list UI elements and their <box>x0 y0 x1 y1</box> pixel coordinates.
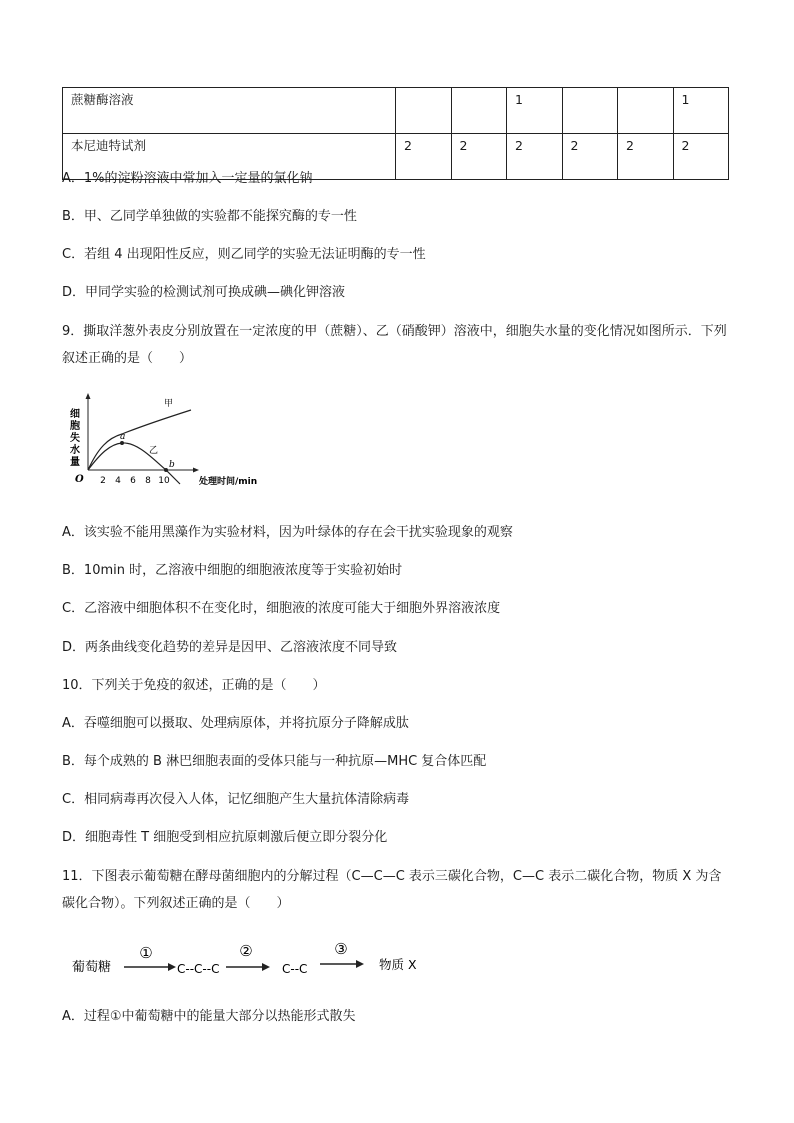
q8-option-d: D．甲同学实验的检测试剂可换成碘—碘化钾溶液 <box>62 285 346 300</box>
y-axis-label-char: 胞 <box>70 421 80 432</box>
y-axis-arrow <box>86 393 91 399</box>
step-2-label: ② <box>239 942 253 960</box>
q11-option-a: A．过程①中葡萄糖中的能量大部分以热能形式散失 <box>62 1009 356 1024</box>
water-loss-graph <box>66 392 276 492</box>
y-axis-label-char: 失 <box>70 433 80 444</box>
q10-option-a: A．吞噬细胞可以摄取、处理病原体，并将抗原分子降解成肽 <box>62 716 409 731</box>
x-tick-label: 6 <box>130 476 136 486</box>
q9-stem: 9．撕取洋葱外表皮分别放置在一定浓度的甲（蔗糖）、乙（硝酸钾）溶液中，细胞失水量的变化情况如图所示．下列叙述正确的是（ ） <box>62 324 727 366</box>
x-axis-arrow <box>193 468 199 473</box>
table-cell <box>618 88 674 134</box>
table-cell: 2 <box>618 134 674 180</box>
x-ticks <box>100 476 170 486</box>
q9-option-b: B．10min 时，乙溶液中细胞的细胞液浓度等于实验初始时 <box>62 563 403 578</box>
x-tick-label: 2 <box>100 476 106 486</box>
table-cell <box>562 88 618 134</box>
glucose-pathway-diagram <box>66 940 446 980</box>
q9-option-d: D．两条曲线变化趋势的差异是因甲、乙溶液浓度不同导致 <box>62 640 398 655</box>
q8-option-a: A．1%的淀粉溶液中常加入一定量的氯化钠 <box>62 171 313 186</box>
q8-option-c: C．若组 4 出现阳性反应，则乙同学的实验无法证明酶的专一性 <box>62 247 426 262</box>
row-label: 蔗糖酶溶液 <box>63 88 396 134</box>
table-cell: 2 <box>396 134 452 180</box>
flow-start-label: 葡萄糖 <box>72 960 112 975</box>
table-cell: 2 <box>507 134 563 180</box>
x-tick-label: 10 <box>158 476 170 486</box>
q10-option-b: B．每个成熟的 B 淋巴细胞表面的受体只能与一种抗原—MHC 复合体匹配 <box>62 754 487 769</box>
q10-option-d: D．细胞毒性 T 细胞受到相应抗原刺激后便立即分裂分化 <box>62 830 388 845</box>
y-axis-label-char: 量 <box>70 457 80 468</box>
q9-option-c: C．乙溶液中细胞体积不在变化时，细胞液的浓度可能大于细胞外界溶液浓度 <box>62 601 501 616</box>
arrow-1-head <box>168 963 176 971</box>
table-cell: 2 <box>562 134 618 180</box>
flow-mid1-label: C--C--C <box>177 962 220 976</box>
reagent-table <box>62 87 729 180</box>
curve-yi-label: 乙 <box>149 446 159 456</box>
table-cell: 1 <box>673 88 729 134</box>
step-3-label: ③ <box>334 940 348 958</box>
x-tick-label: 8 <box>145 476 151 486</box>
table-cell: 2 <box>673 134 729 180</box>
table-row <box>63 88 729 134</box>
table-cell <box>396 88 452 134</box>
flow-end-label: 物质 X <box>379 957 417 972</box>
q10-option-c: C．相同病毒再次侵入人体，记忆细胞产生大量抗体清除病毒 <box>62 792 410 807</box>
step-1-label: ① <box>139 944 153 962</box>
q8-option-b: B．甲、乙同学单独做的实验都不能探究酶的专一性 <box>62 209 357 224</box>
point-a-label: a <box>120 432 126 442</box>
table-cell: 1 <box>507 88 563 134</box>
q10-stem: 10．下列关于免疫的叙述，正确的是（ ） <box>62 678 326 693</box>
origin-label: O <box>75 474 84 485</box>
arrow-3-head <box>356 960 364 968</box>
x-tick-label: 4 <box>115 476 121 486</box>
flow-mid2-label: C--C <box>282 962 308 976</box>
x-axis-label: 处理时间/min <box>199 477 258 487</box>
table-cell: 2 <box>451 134 507 180</box>
curve-jia <box>88 410 191 470</box>
q9-option-a: A．该实验不能用黑藻作为实验材料，因为叶绿体的存在会干扰实验现象的观察 <box>62 525 513 540</box>
row-label: 本尼迪特试剂 <box>63 134 396 180</box>
curve-jia-label: 甲 <box>164 399 174 409</box>
q11-stem: 11．下图表示葡萄糖在酵母菌细胞内的分解过程（C—C—C 表示三碳化合物，C—C 表示二碳化合物，物质 X 为含碳化合物）。下列叙述正确的是（ ） <box>62 869 722 911</box>
point-b-dot <box>164 468 168 472</box>
y-axis-label-char: 水 <box>70 445 80 456</box>
point-b-label: b <box>169 460 175 470</box>
arrow-2-head <box>262 963 270 971</box>
y-axis-label-char: 细 <box>70 409 80 420</box>
table-cell <box>451 88 507 134</box>
